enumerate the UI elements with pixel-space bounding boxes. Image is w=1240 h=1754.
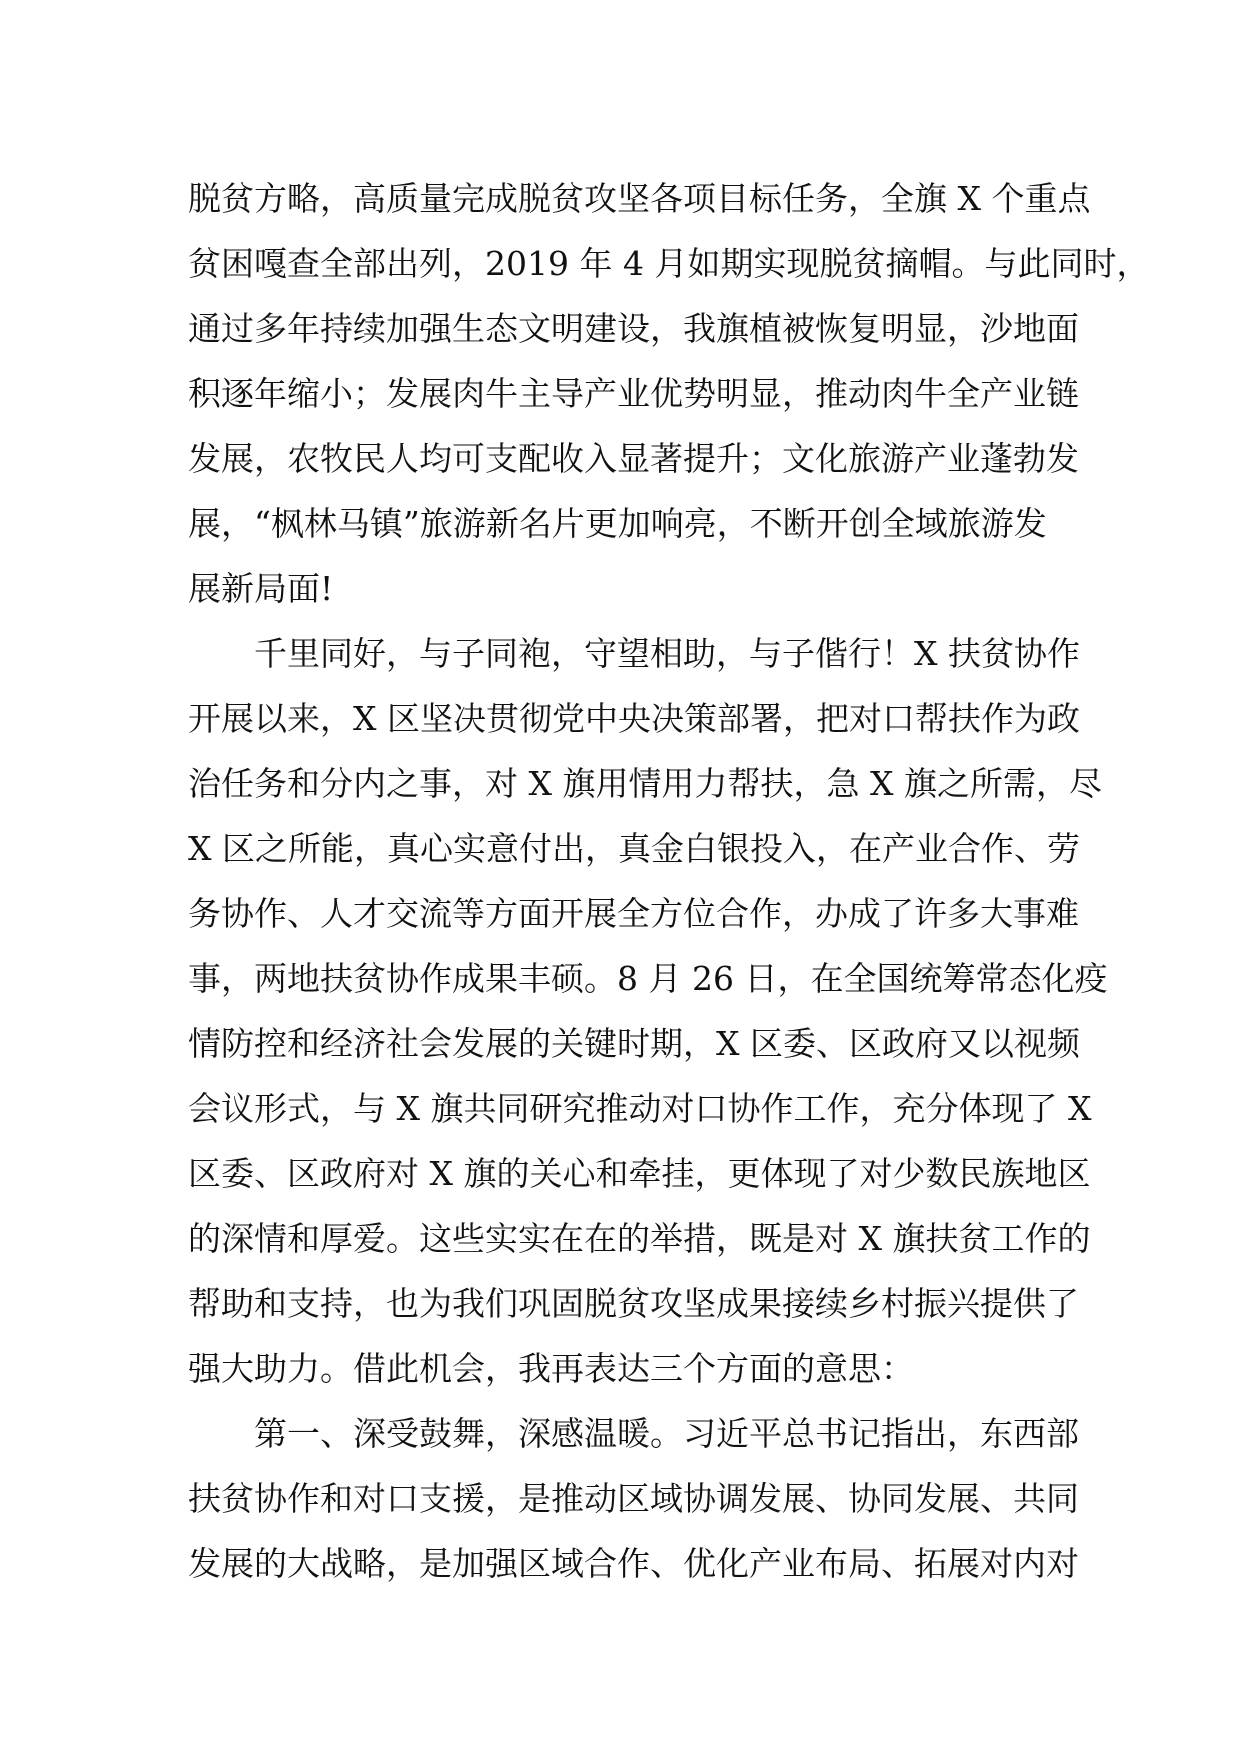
text-line: 会议形式，与 X 旗共同研究推动对口协作工作，充分体现了 X xyxy=(188,1089,1092,1128)
body-text xyxy=(188,166,1150,1596)
text-line: 强大助力。借此机会，我再表达三个方面的意思： xyxy=(188,1349,914,1388)
text-line: 扶贫协作和对口支援，是推动区域协调发展、协同发展、共同 xyxy=(188,1479,1079,1518)
text-line: 脱贫方略，高质量完成脱贫攻坚各项目标任务，全旗 X 个重点 xyxy=(188,179,1091,218)
text-line: 展，“枫林马镇”旅游新名片更加响亮，不断开创全域旅游发 xyxy=(188,504,1047,543)
text-line: 积逐年缩小；发展肉牛主导产业优势明显，推动肉牛全产业链 xyxy=(188,374,1079,413)
text-line: 治任务和分内之事，对 X 旗用情用力帮扶，急 X 旗之所需，尽 xyxy=(188,764,1102,803)
text-line: 事，两地扶贫协作成果丰硕。8 月 26 日，在全国统筹常态化疫 xyxy=(188,959,1108,998)
text-line: 帮助和支持，也为我们巩固脱贫攻坚成果接续乡村振兴提供了 xyxy=(188,1284,1079,1323)
text-line: 发展的大战略，是加强区域合作、优化产业布局、拓展对内对 xyxy=(188,1544,1079,1583)
text-line: 务协作、人才交流等方面开展全方位合作，办成了许多大事难 xyxy=(188,894,1079,933)
text-line: 通过多年持续加强生态文明建设，我旗植被恢复明显，沙地面 xyxy=(188,309,1079,348)
text-line: 的深情和厚爱。这些实实在在的举措，既是对 X 旗扶贫工作的 xyxy=(188,1219,1091,1258)
paragraph-first-line: 第一、深受鼓舞，深感温暖。习近平总书记指出，东西部 xyxy=(254,1414,1079,1453)
text-line: 情防控和经济社会发展的关键时期，X 区委、区政府又以视频 xyxy=(188,1024,1080,1063)
text-line: 区委、区政府对 X 旗的关心和牵挂，更体现了对少数民族地区 xyxy=(188,1154,1091,1193)
text-line: 开展以来，X 区坚决贯彻党中央决策部署，把对口帮扶作为政 xyxy=(188,699,1080,738)
text-line: 贫困嘎查全部出列，2019 年 4 月如期实现脱贫摘帽。与此同时， xyxy=(188,244,1150,283)
text-line: 发展，农牧民人均可支配收入显著提升；文化旅游产业蓬勃发 xyxy=(188,439,1079,478)
text-line: 展新局面! xyxy=(188,569,334,608)
text-line: X 区之所能，真心实意付出，真金白银投入，在产业合作、劳 xyxy=(188,829,1080,868)
paragraph-first-line: 千里同好，与子同袍，守望相助，与子偕行！X 扶贫协作 xyxy=(254,634,1080,673)
